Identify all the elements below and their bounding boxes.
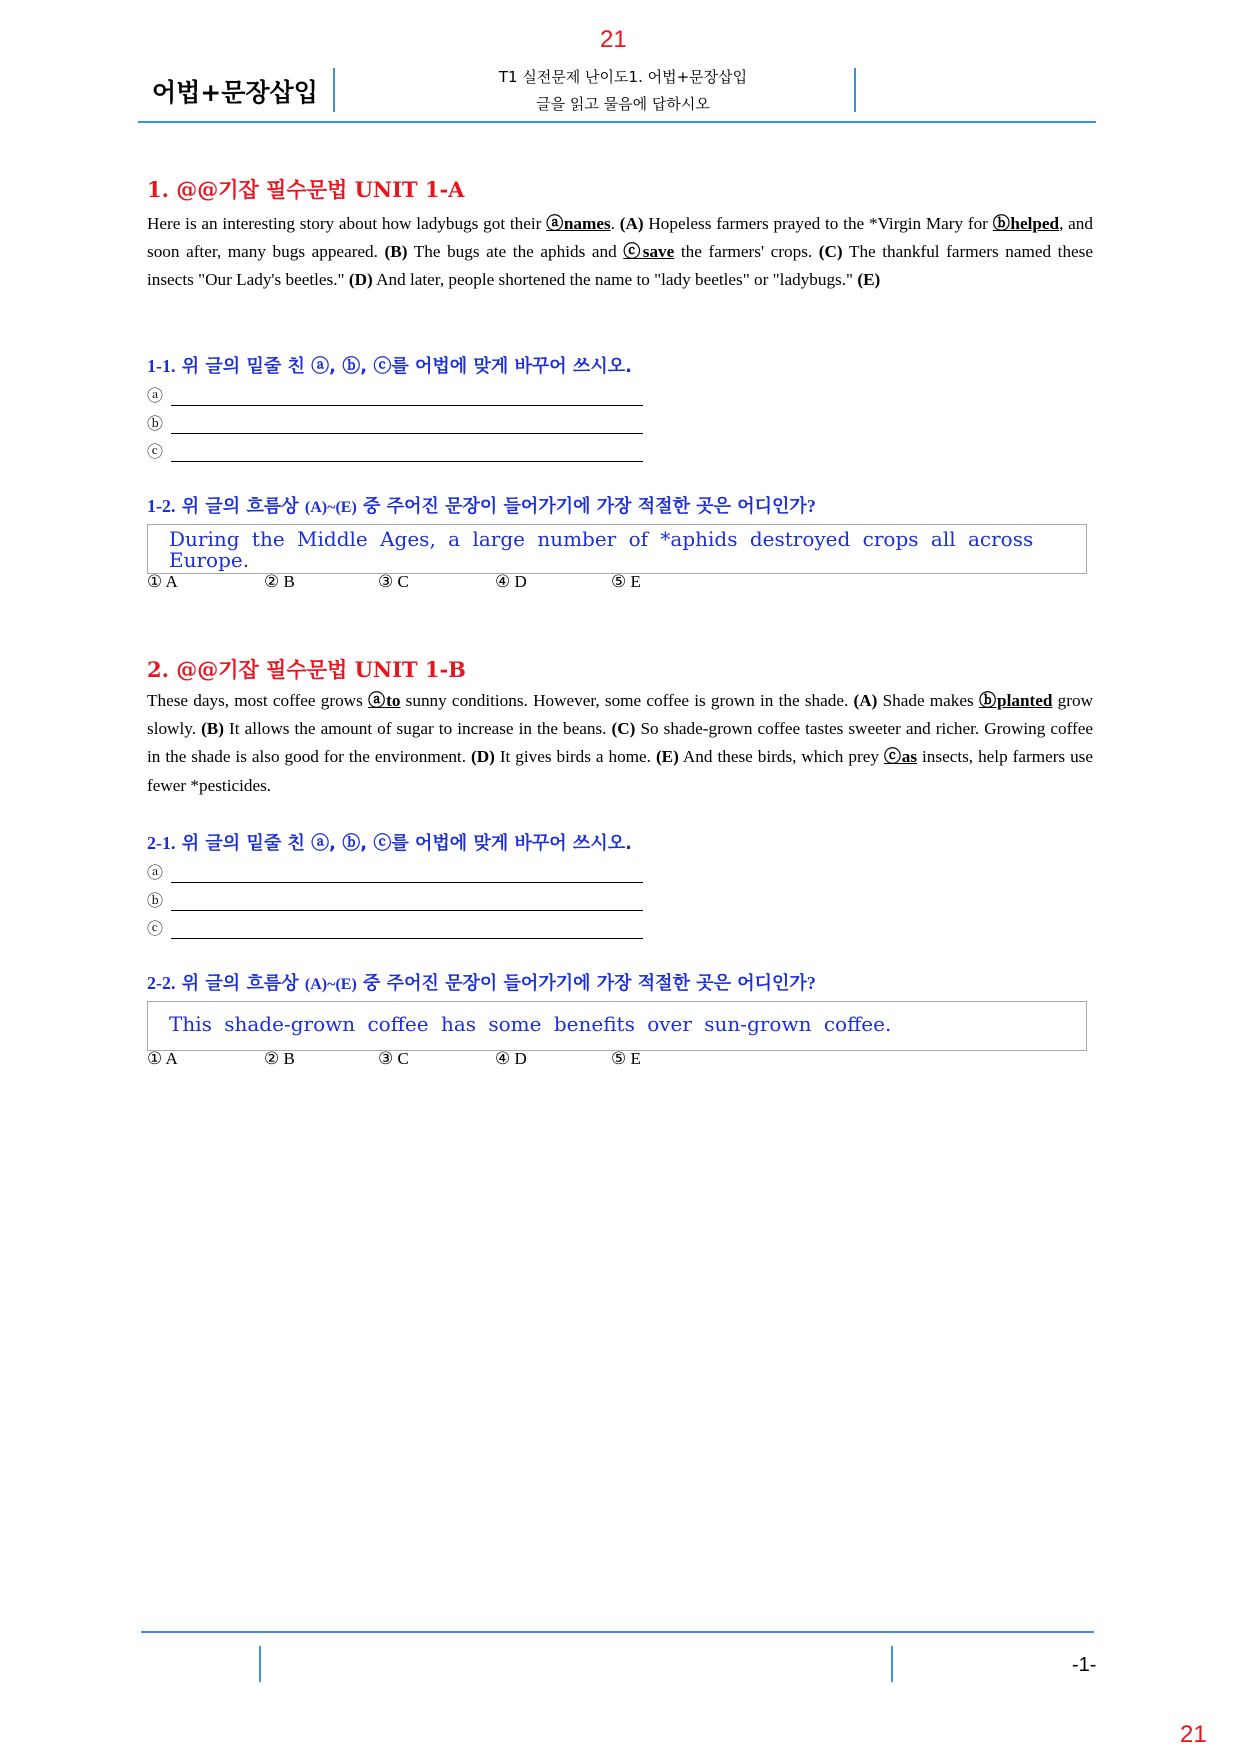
choices-2 — [147, 1049, 747, 1071]
choice-2-b[interactable]: ② B — [264, 1049, 295, 1068]
answer-blank-b[interactable] — [171, 890, 643, 911]
choice-1-e[interactable]: ⑤ E — [611, 572, 641, 591]
underline-a: ⓐto — [368, 691, 401, 710]
choices-1 — [147, 572, 747, 594]
answer-row-a: ⓐ — [147, 855, 643, 883]
choice-1-c[interactable]: ③ C — [378, 572, 409, 591]
header-title: 어법+문장삽입 — [152, 78, 318, 107]
answer-row-c: ⓒ — [147, 434, 643, 462]
answer-blank-b[interactable] — [171, 413, 643, 434]
answer-lines-2 — [147, 855, 643, 939]
given-sentence-1: During the Middle Ages, a large number of *aphids destroyed crops all across Europe. — [169, 527, 1034, 572]
answer-blank-c[interactable] — [171, 441, 643, 462]
footer-divider-left — [259, 1646, 261, 1682]
header-divider-right — [854, 68, 856, 112]
question-2-1: 2-1. 위 글의 밑줄 친 ⓐ, ⓑ, ⓒ를 어법에 맞게 바꾸어 쓰시오. — [147, 833, 632, 854]
choice-1-d[interactable]: ④ D — [495, 572, 527, 591]
section-1-passage: Here is an interesting story about how ladybugs got their ⓐnames. (A) Hopeless farmers prayed to the *Virgin Mary for ⓑhelped, and soon after, many bugs appeared. (B) The bugs ate the aphids and ⓒsave the farmers' crops. (C) The thankful farmers named these insects "Our Lady's beetles." (D) And later, people shortened the name to "lady beetles" or "ladybugs." (E) — [147, 214, 1093, 290]
answer-blank-a[interactable] — [171, 385, 643, 406]
choice-2-a[interactable]: ① A — [147, 1049, 178, 1068]
choice-2-c[interactable]: ③ C — [378, 1049, 409, 1068]
given-sentence-box-2 — [147, 1001, 1087, 1051]
answer-row-b: ⓑ — [147, 883, 643, 911]
marker-d: (D) — [470, 747, 495, 767]
marker-b: (B) — [384, 242, 408, 262]
marker-c: (C) — [611, 719, 636, 739]
choice-1-a[interactable]: ① A — [147, 572, 178, 591]
question-1-1: 1-1. 위 글의 밑줄 친 ⓐ, ⓑ, ⓒ를 어법에 맞게 바꾸어 쓰시오. — [147, 356, 632, 377]
footer-divider-right — [891, 1646, 893, 1682]
section-2-passage: These days, most coffee grows ⓐto sunny conditions. However, some coffee is grown in the shade. (A) Shade makes ⓑplanted grow slowly. (B) It allows the amount of sugar to increase in the beans. (C) So shade-grown coffee tastes sweeter and richer. Growing coffee in the shade is also good for the environment. (D) It gives birds a home. (E) And these birds, which prey ⓒas insects, help farmers use fewer *pesticides. — [147, 691, 1093, 795]
header-subtitle-1: T1 실전문제 난이도1. 어법+문장삽입 — [498, 68, 748, 86]
footer-rule — [141, 1631, 1094, 1633]
header-rule — [138, 121, 1096, 123]
header-divider-left — [333, 68, 335, 112]
marker-d: (D) — [348, 270, 373, 290]
marker-c: (C) — [818, 242, 843, 262]
answer-row-a: ⓐ — [147, 378, 643, 406]
answer-row-c: ⓒ — [147, 911, 643, 939]
section-1-title: 1. @@기잡 필수문법 UNIT 1-A — [147, 177, 465, 202]
page-number-top: 21 — [600, 26, 627, 53]
marker-a: (A) — [853, 691, 878, 710]
underline-c: ⓒas — [883, 747, 918, 767]
given-sentence-2: This shade-grown coffee has some benefits over sun-grown coffee. — [169, 1012, 892, 1036]
answer-blank-a[interactable] — [171, 862, 643, 883]
answer-row-b: ⓑ — [147, 406, 643, 434]
underline-a: ⓐnames — [546, 214, 611, 233]
choice-2-d[interactable]: ④ D — [495, 1049, 527, 1068]
given-sentence-box-1 — [147, 524, 1087, 574]
marker-e: (E) — [857, 270, 881, 290]
choice-1-b[interactable]: ② B — [264, 572, 295, 591]
section-2-title: 2. @@기잡 필수문법 UNIT 1-B — [147, 657, 466, 682]
underline-b: ⓑhelped — [992, 214, 1060, 233]
marker-b: (B) — [201, 719, 224, 739]
answer-blank-c[interactable] — [171, 918, 643, 939]
underline-b: ⓑplanted — [978, 691, 1053, 710]
underline-c: ⓒsave — [623, 242, 675, 262]
choice-2-e[interactable]: ⑤ E — [611, 1049, 641, 1068]
marker-a: (A) — [619, 214, 644, 233]
footer-page-label: -1- — [1072, 1654, 1097, 1676]
header-subtitle-2: 글을 읽고 물음에 답하시오 — [536, 95, 710, 113]
question-2-2: 2-2. 위 글의 흐름상 (A)~(E) 중 주어진 문장이 들어가기에 가장 적절한 곳은 어디인가? — [147, 973, 816, 994]
marker-e: (E) — [655, 747, 679, 767]
question-1-2: 1-2. 위 글의 흐름상 (A)~(E) 중 주어진 문장이 들어가기에 가장 적절한 곳은 어디인가? — [147, 496, 816, 517]
page-number-bottom: 21 — [1180, 1721, 1207, 1748]
answer-lines-1 — [147, 378, 643, 462]
